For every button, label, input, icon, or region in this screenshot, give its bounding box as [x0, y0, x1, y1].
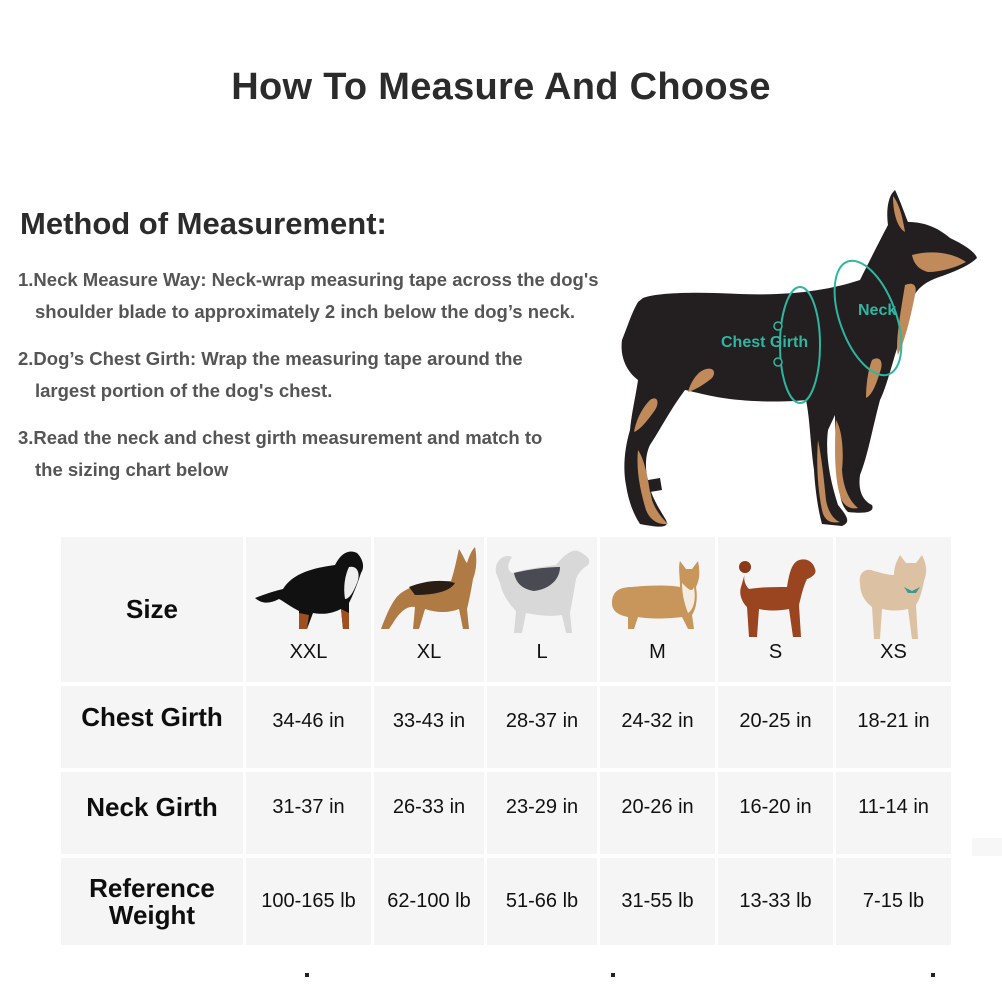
size-column-m — [600, 537, 715, 682]
size-label: S — [768, 641, 783, 663]
weight-cell-l: 51-66 lb — [487, 858, 597, 945]
bullet-dot — [611, 973, 615, 977]
neck-label: Neck — [858, 302, 897, 319]
neck-cell-xxl: 31-37 in — [246, 772, 371, 854]
background-fragment — [972, 838, 1002, 856]
step-text: largest portion of the dog's chest. — [35, 380, 333, 401]
weight-cell-m: 31-55 lb — [600, 858, 715, 945]
size-label: XXL — [289, 641, 328, 663]
neck-cell-m: 20-26 in — [600, 772, 715, 854]
size-label: XL — [416, 641, 442, 663]
doberman-icon — [600, 180, 1002, 535]
size-label: M — [649, 641, 666, 663]
page-title: How To Measure And Choose — [231, 66, 771, 108]
step-text: 1.Neck Measure Way: Neck-wrap measuring tape across the dog's — [18, 269, 599, 290]
chest-girth-label: Chest Girth — [721, 334, 809, 351]
chest-cell-l: 28-37 in — [487, 686, 597, 768]
row-header-chest-girth — [61, 686, 243, 768]
neck-cell-xl: 26-33 in — [374, 772, 484, 854]
step-text: shoulder blade to approximately 2 inch below the dog’s neck. — [35, 301, 576, 322]
size-column-s — [718, 537, 833, 682]
chest-cell-xxl: 34-46 in — [246, 686, 371, 768]
neck-cell-xs: 11-14 in — [836, 772, 951, 854]
row-header-text: Chest Girth — [81, 702, 223, 732]
size-column-l — [487, 537, 597, 682]
weight-cell-xl: 62-100 lb — [374, 858, 484, 945]
poodle-icon — [731, 543, 821, 643]
pomeranian-icon — [854, 543, 934, 643]
size-column-xs — [836, 537, 951, 682]
row-header-size — [61, 537, 243, 682]
step-text: the sizing chart below — [35, 459, 229, 480]
weight-cell-s: 13-33 lb — [718, 858, 833, 945]
husky-icon — [490, 543, 594, 639]
method-heading: Method of Measurement: — [20, 206, 387, 241]
bernese-mountain-dog-icon — [253, 543, 365, 635]
doberman-illustration — [600, 180, 1002, 535]
size-column-xl — [374, 537, 484, 682]
size-label: XS — [880, 641, 907, 663]
chest-cell-s: 20-25 in — [718, 686, 833, 768]
size-column-xxl — [246, 537, 371, 682]
step-chest — [18, 343, 658, 407]
row-header-text: Reference — [89, 872, 215, 903]
bullet-dot — [305, 973, 309, 977]
row-header-text: Weight — [108, 899, 196, 930]
german-shepherd-icon — [379, 543, 479, 635]
step-text: 3.Read the neck and chest girth measurement and match to — [18, 427, 543, 448]
chest-cell-xs: 18-21 in — [836, 686, 951, 768]
size-label: L — [536, 641, 548, 663]
row-header-text: Neck Girth — [86, 792, 218, 822]
step-neck — [18, 264, 658, 328]
row-header-text: Size — [125, 594, 179, 624]
neck-cell-s: 16-20 in — [718, 772, 833, 854]
chest-cell-xl: 33-43 in — [374, 686, 484, 768]
corgi-icon — [608, 543, 708, 635]
weight-cell-xs: 7-15 lb — [836, 858, 951, 945]
bullet-dot — [931, 973, 935, 977]
row-header-reference-weight — [61, 858, 243, 945]
neck-cell-l: 23-29 in — [487, 772, 597, 854]
weight-cell-xxl: 100-165 lb — [246, 858, 371, 945]
measurement-steps — [18, 264, 658, 501]
step-match — [18, 422, 658, 486]
chest-cell-m: 24-32 in — [600, 686, 715, 768]
row-header-neck-girth — [61, 772, 243, 854]
step-text: 2.Dog’s Chest Girth: Wrap the measuring tape around the — [18, 348, 523, 369]
